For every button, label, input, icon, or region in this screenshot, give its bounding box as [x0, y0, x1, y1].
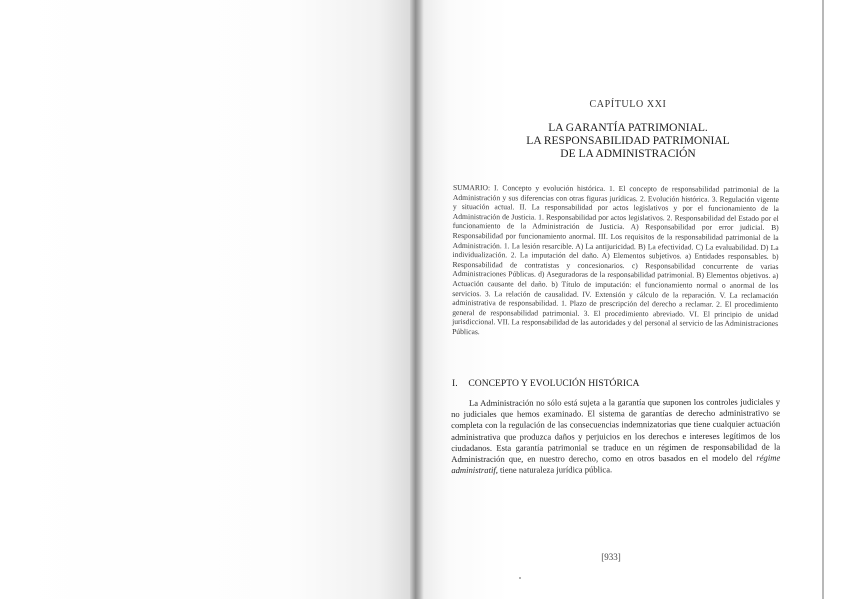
page-number: [933] — [601, 552, 621, 562]
body-italic-term: régime administratif, — [451, 452, 781, 476]
section-title: CONCEPTO Y EVOLUCIÓN HISTÓRICA — [468, 378, 640, 389]
chapter-number: CAPÍTULO XXI — [589, 99, 667, 110]
book-gutter — [410, 0, 424, 599]
chapter-title-line: LA GARANTÍA PATRIMONIAL. — [548, 122, 708, 134]
page-edge — [822, 0, 824, 599]
scan-speck — [519, 577, 521, 579]
section-heading — [452, 378, 782, 389]
chapter-title-line: DE LA ADMINISTRACIÓN — [560, 148, 696, 160]
body-paragraph — [451, 397, 780, 477]
section-number: I. — [452, 378, 458, 389]
chapter-title-line: LA RESPONSABILIDAD PATRIMONIAL — [526, 135, 730, 147]
chapter-title — [478, 122, 778, 161]
left-page-blank — [0, 0, 412, 599]
body-text-start: La Administración no sólo está sujeta a la garantía que suponen los controles judiciales y no judiciales que hemos examinado. El sistema de garantías de derecho administrativo se completa con la regulación de las consecuencias indemnizatorias que tiene cualquier actuación administrativa que produzca daños y perjuicios en los derechos e intereses legítimos de los ciudadanos. Esta garantía patrimonial se traduce en un régimen de responsabilidad de la Administración que, en nuestro derecho, como en otros basados en el modelo del — [451, 396, 781, 465]
chapter-summary: SUMARIO: I. Concepto y evolución histórica. 1. El concepto de responsabilidad patrimonial de la Administración y sus diferencias con otras figuras jurídicas. 2. Evolución histórica. 3. Regulación vigente y situación actual. II. La responsabilidad por actos legislativos y por el funcionamiento de la Administración de Justicia. 1. Responsabilidad por actos legislativos. 2. Responsabilidad del Estado por el funcionamiento de la Administración de Justicia. A) Responsabilidad por error judicial. B) Responsabilidad por funcionamiento anormal. III. Los requisitos de la responsabilidad patrimonial de la Administración. 1. La lesión resarcible. A) La antijuricidad. B) La efectividad. C) La evaluabilidad. D) La individualización. 2. La imputación del daño. A) Elementos subjetivos. a) Entidades responsables. b) Responsabilidad de contratistas y concesionarios. c) Responsabilidad concurrente de varias Administraciones Públicas. d) Aseguradoras de la responsabilidad patrimonial. B) Elementos objetivos. a) Actuación causante del daño. b) Título de imputación: el funcionamiento normal o anormal de los servicios. 3. La relación de causalidad. IV. Extensión y cálculo de la reparación. V. La reclamación administrativa de responsabilidad. 1. Plazo de prescripción del derecho a reclamar. 2. El procedimiento general de responsabilidad patrimonial. 3. El procedimiento abreviado. VI. El principio de unidad jurisdiccional. VII. La responsabilidad de las autoridades y del personal al servicio de las Administraciones Públicas. — [452, 183, 779, 337]
body-text-end: tiene naturaleza jurídica pública. — [497, 464, 613, 476]
